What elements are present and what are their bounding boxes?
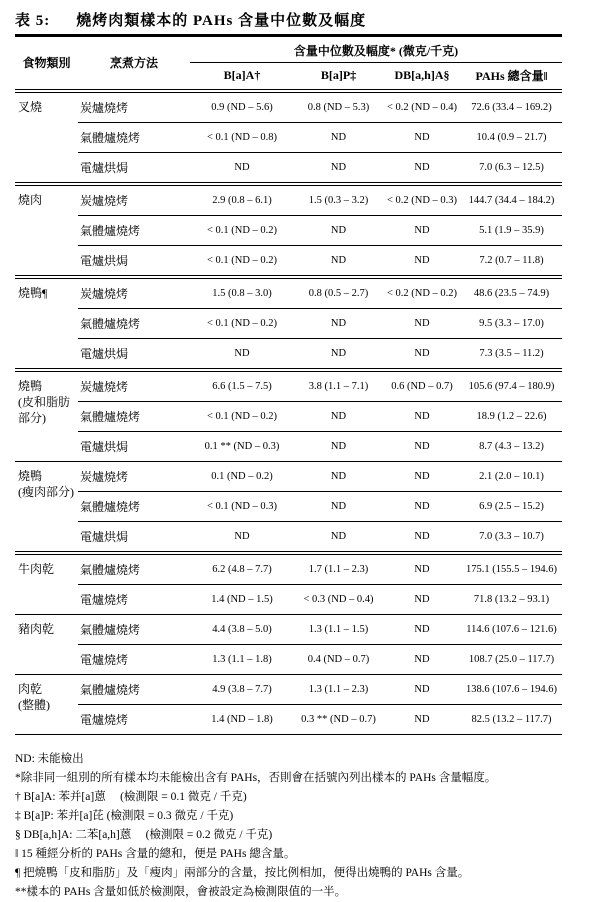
value-cell: 2.1 (2.0 – 10.1) <box>461 462 562 492</box>
value-cell: ND <box>383 522 461 554</box>
food-name: 叉燒 <box>18 100 43 114</box>
cooking-method-header: 烹煮方法 <box>78 37 190 91</box>
value-cell: 0.1 (ND – 0.2) <box>190 462 294 492</box>
pahs-content-table <box>15 37 562 735</box>
value-cell: ND <box>383 153 461 185</box>
value-cell: 7.0 (6.3 – 12.5) <box>461 153 562 185</box>
cooking-method-cell: 氣體爐燒烤 <box>78 123 190 153</box>
value-cell: ND <box>383 585 461 615</box>
footnote-line: **樣本的 PAHs 含量如低於檢測限，會被設定為檢測限值的一半。 <box>15 886 347 898</box>
value-cell: 0.8 (0.5 – 2.7) <box>294 277 383 309</box>
table-row <box>15 91 562 123</box>
value-cell: ND <box>383 339 461 371</box>
value-cell: ND <box>294 432 383 462</box>
table-row <box>15 492 562 522</box>
value-cell: ND <box>294 522 383 554</box>
table-row <box>15 246 562 278</box>
table-row <box>15 462 562 492</box>
value-cell: 105.6 (97.4 – 180.9) <box>461 370 562 402</box>
table-row <box>15 216 562 246</box>
food-name: 肉乾 <box>18 682 43 696</box>
value-cell: ND <box>383 402 461 432</box>
cooking-method-cell: 電爐烘焗 <box>78 432 190 462</box>
footnote-line: *除非同一組別的所有樣本均未能檢出含有 PAHs，否則會在括號內列出樣本的 PAHs 含量幅度。 <box>15 772 497 784</box>
food-category-cell <box>15 615 78 675</box>
footnote-line: ‡ B[a]P: 苯并[a]芘 (檢測限 = 0.3 微克 / 千克) <box>15 810 234 822</box>
cooking-method-cell: 電爐燒烤 <box>78 705 190 735</box>
value-cell: 72.6 (33.4 – 169.2) <box>471 102 552 113</box>
value-cell: ND <box>383 553 461 585</box>
food-detail: (皮和脂肪部分) <box>18 395 70 425</box>
value-cell: ND <box>383 216 461 246</box>
cooking-method-cell: 電爐烘焗 <box>78 246 190 278</box>
value-cell: 6.2 (4.8 – 7.7) <box>190 553 294 585</box>
cooking-method-cell: 電爐烘焗 <box>78 339 190 371</box>
value-cell: 144.7 (34.4 – 184.2) <box>461 184 562 216</box>
cooking-method-cell: 炭爐燒烤 <box>78 184 190 216</box>
value-cell: 1.5 (0.3 – 3.2) <box>294 184 383 216</box>
cooking-method-cell: 炭爐燒烤 <box>80 101 129 115</box>
value-cell: 4.4 (3.8 – 5.0) <box>190 615 294 645</box>
value-cell: 8.7 (4.3 – 13.2) <box>461 432 562 462</box>
cooking-method-cell: 電爐烘焗 <box>78 522 190 554</box>
value-cell: ND <box>383 432 461 462</box>
col-header-baa: B[a]A† <box>190 63 294 92</box>
value-cell: ND <box>294 216 383 246</box>
value-cell: 114.6 (107.6 – 121.6) <box>461 615 562 645</box>
value-cell: < 0.2 (ND – 0.3) <box>383 184 461 216</box>
cooking-method-cell: 氣體爐燒烤 <box>78 492 190 522</box>
value-cell: < 0.2 (ND – 0.2) <box>383 277 461 309</box>
footnote-line: § DB[a,h]A: 二苯[a,h]蒽 (檢測限 = 0.2 微克 / 千克) <box>15 829 273 841</box>
cooking-method-cell: 電爐燒烤 <box>78 645 190 675</box>
food-category-cell <box>15 370 78 462</box>
value-cell: 1.7 (1.1 – 2.3) <box>294 553 383 585</box>
value-cell: ND <box>294 246 383 278</box>
food-category-cell <box>15 675 78 735</box>
value-cell: 10.4 (0.9 – 21.7) <box>461 123 562 153</box>
value-cell: 108.7 (25.0 – 117.7) <box>461 645 562 675</box>
value-cell: ND <box>294 153 383 185</box>
cooking-method-cell: 氣體爐燒烤 <box>78 216 190 246</box>
value-cell: < 0.1 (ND – 0.2) <box>190 402 294 432</box>
footnote-line: † B[a]A: 苯并[a]蒽 (檢測限 = 0.1 微克 / 千克) <box>15 791 247 803</box>
value-cell: 48.6 (23.5 – 74.9) <box>461 277 562 309</box>
table-row <box>15 339 562 371</box>
page-title <box>15 9 562 37</box>
value-cell: ND <box>383 675 461 705</box>
cooking-method-cell: 炭爐燒烤 <box>78 277 190 309</box>
table-row <box>15 553 562 585</box>
table-row <box>15 705 562 735</box>
cooking-method-cell: 氣體爐燒烤 <box>78 553 190 585</box>
footnote-line: ‖ 15 種經分析的 PAHs 含量的總和，便是 PAHs 總含量。 <box>15 848 296 860</box>
cooking-method-cell: 電爐烘焗 <box>78 153 190 185</box>
value-cell: ND <box>383 462 461 492</box>
col-header-pahs-total: PAHs 總含量‖ <box>461 63 562 92</box>
cooking-method-cell: 炭爐燒烤 <box>78 462 190 492</box>
food-category-cell <box>15 277 78 370</box>
cooking-method-cell: 氣體爐燒烤 <box>78 615 190 645</box>
food-name: 燒肉 <box>18 193 43 207</box>
value-cell: 3.8 (1.1 – 7.1) <box>294 370 383 402</box>
table-row <box>15 309 562 339</box>
food-category-cell <box>15 184 78 277</box>
value-cell: < 0.1 (ND – 0.2) <box>190 216 294 246</box>
value-cell: 4.9 (3.8 – 7.7) <box>190 675 294 705</box>
cooking-method-cell: 電爐燒烤 <box>78 585 190 615</box>
value-cell: < 0.3 (ND – 0.4) <box>294 585 383 615</box>
value-cell: ND <box>294 309 383 339</box>
value-cell: ND <box>190 522 294 554</box>
value-cell: 7.2 (0.7 – 11.8) <box>461 246 562 278</box>
value-cell: < 0.1 (ND – 0.2) <box>190 309 294 339</box>
value-cell: < 0.1 (ND – 0.3) <box>190 492 294 522</box>
food-category-cell <box>15 91 78 184</box>
value-cell: 0.1 ** (ND – 0.3) <box>190 432 294 462</box>
value-cell: ND <box>294 402 383 432</box>
cooking-method-cell: 炭爐燒烤 <box>78 370 190 402</box>
value-cell: 2.9 (0.8 – 6.1) <box>190 184 294 216</box>
table-row <box>15 277 562 309</box>
value-cell: 1.3 (1.1 – 2.3) <box>294 675 383 705</box>
value-cell: ND <box>383 492 461 522</box>
value-cell: 71.8 (13.2 – 93.1) <box>461 585 562 615</box>
value-cell: 0.3 ** (ND – 0.7) <box>294 705 383 735</box>
value-cell: ND <box>383 246 461 278</box>
value-cell: 1.4 (ND – 1.8) <box>190 705 294 735</box>
cooking-method-cell: 氣體爐燒烤 <box>78 675 190 705</box>
value-cell: 6.6 (1.5 – 7.5) <box>190 370 294 402</box>
table-row <box>15 370 562 402</box>
value-cell: ND <box>190 153 294 185</box>
value-cell: 175.1 (155.5 – 194.6) <box>461 553 562 585</box>
value-cell: 1.3 (1.1 – 1.5) <box>294 615 383 645</box>
value-cell: 1.4 (ND – 1.5) <box>190 585 294 615</box>
value-cell: 1.5 (0.8 – 3.0) <box>190 277 294 309</box>
table-row <box>15 432 562 462</box>
food-category-cell <box>15 553 78 615</box>
value-cell: 5.1 (1.9 – 35.9) <box>461 216 562 246</box>
concentration-span-header: 含量中位數及幅度* (微克/千克) <box>190 37 562 63</box>
food-detail: (瘦肉部分) <box>18 485 74 499</box>
value-cell: ND <box>383 615 461 645</box>
table-row <box>15 184 562 216</box>
col-header-bap: B[a]P‡ <box>294 63 383 92</box>
value-cell: ND <box>294 492 383 522</box>
value-cell: 0.9 (ND – 5.6) <box>211 102 273 113</box>
footnotes-block <box>15 750 590 902</box>
food-category-header: 食物類別 <box>15 37 78 91</box>
table-row <box>15 585 562 615</box>
value-cell: 0.8 (ND – 5.3) <box>307 102 370 113</box>
footnote-line: ¶ 把燒鴨「皮和脂肪」及「瘦肉」兩部分的含量，按比例相加，便得出燒鴨的 PAHs 含量。 <box>15 867 470 879</box>
value-cell: ND <box>294 123 383 153</box>
table-row <box>15 615 562 645</box>
value-cell: 82.5 (13.2 – 117.7) <box>461 705 562 735</box>
value-cell: 0.6 (ND – 0.7) <box>383 370 461 402</box>
col-header-dbaha: DB[a,h]A§ <box>383 63 461 92</box>
food-name: 燒鴨¶ <box>18 286 48 300</box>
value-cell: 0.4 (ND – 0.7) <box>294 645 383 675</box>
value-cell: ND <box>294 339 383 371</box>
table-row <box>15 522 562 554</box>
table-row <box>15 402 562 432</box>
food-detail: (整體) <box>18 698 50 712</box>
footnote-line: ND: 未能檢出 <box>15 753 84 765</box>
value-cell: ND <box>190 339 294 371</box>
header-row-1 <box>15 37 562 63</box>
cooking-method-cell: 氣體爐燒烤 <box>78 309 190 339</box>
food-category-cell <box>15 462 78 554</box>
value-cell: 138.6 (107.6 – 194.6) <box>461 675 562 705</box>
value-cell: ND <box>383 645 461 675</box>
document-page <box>0 9 600 898</box>
food-name: 豬肉乾 <box>18 622 55 636</box>
value-cell: ND <box>294 462 383 492</box>
table-row <box>15 675 562 705</box>
value-cell: 18.9 (1.2 – 22.6) <box>461 402 562 432</box>
value-cell: 7.0 (3.3 – 10.7) <box>461 522 562 554</box>
food-name: 牛肉乾 <box>18 562 55 576</box>
title-number: 表 5: <box>15 13 51 29</box>
value-cell: ND <box>383 123 461 153</box>
value-cell: < 0.2 (ND – 0.4) <box>386 102 458 113</box>
title-text: 燒烤肉類樣本的 PAHs 含量中位數及幅度 <box>76 13 367 29</box>
table-body <box>15 91 562 735</box>
value-cell: 7.3 (3.5 – 11.2) <box>461 339 562 371</box>
value-cell: < 0.1 (ND – 0.8) <box>190 123 294 153</box>
cooking-method-cell: 氣體爐燒烤 <box>78 402 190 432</box>
value-cell: 6.9 (2.5 – 15.2) <box>461 492 562 522</box>
value-cell: 9.5 (3.3 – 17.0) <box>461 309 562 339</box>
value-cell: 1.3 (1.1 – 1.8) <box>190 645 294 675</box>
table-row <box>15 123 562 153</box>
value-cell: ND <box>383 309 461 339</box>
table-row <box>15 645 562 675</box>
value-cell: ND <box>383 705 461 735</box>
food-name: 燒鴨 <box>18 469 43 483</box>
value-cell: < 0.1 (ND – 0.2) <box>190 246 294 278</box>
table-row <box>15 153 562 185</box>
food-name: 燒鴨 <box>18 379 43 393</box>
